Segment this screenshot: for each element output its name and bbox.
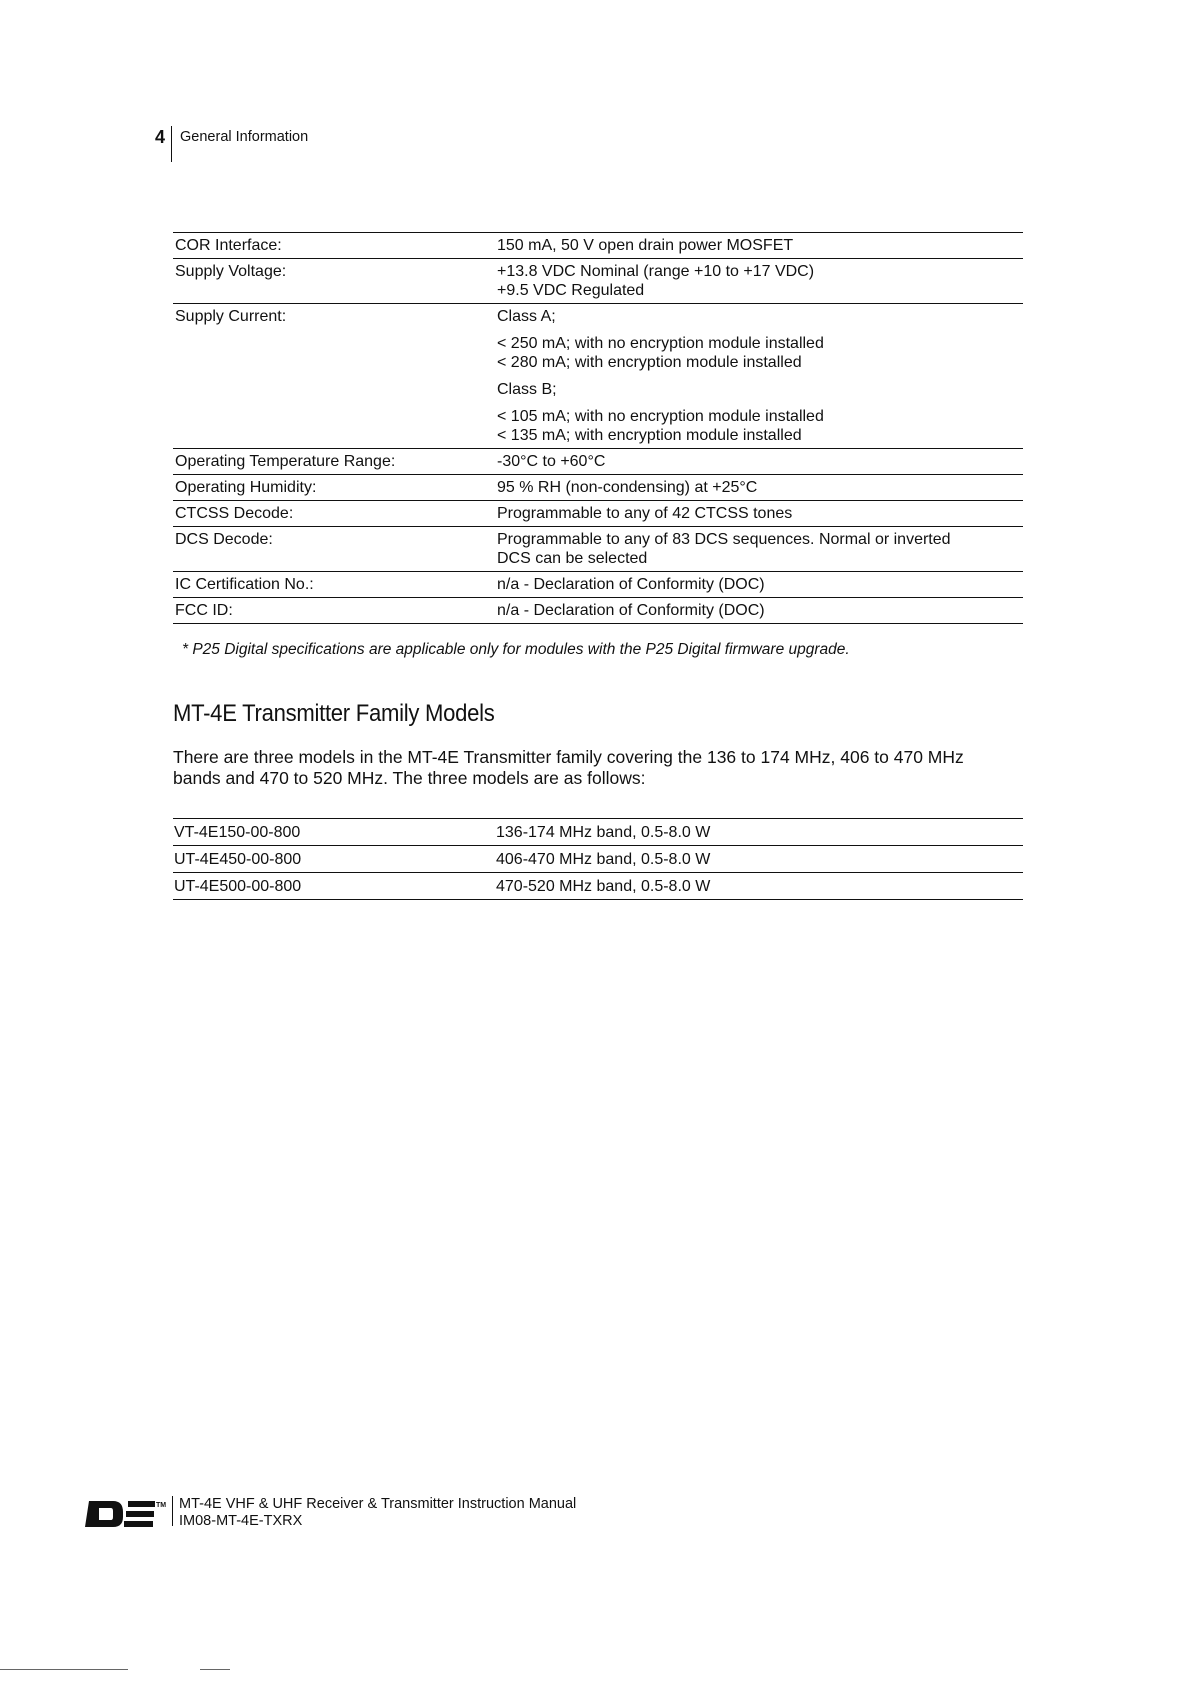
spec-value: [495, 572, 1023, 598]
model-row: [173, 846, 1023, 873]
spec-label: Supply Voltage:: [173, 259, 495, 304]
scan-mark: [200, 1669, 230, 1670]
spec-label: IC Certification No.:: [173, 572, 495, 598]
model-number: UT-4E450-00-800: [173, 846, 495, 873]
manual-code: IM08-MT-4E-TXRX: [179, 1513, 303, 1529]
spec-value: [495, 304, 1023, 449]
manual-title: MT-4E VHF & UHF Receiver & Transmitter Instruction Manual: [179, 1496, 577, 1512]
spec-value: [495, 598, 1023, 624]
spec-value-line: [497, 326, 1023, 334]
model-description: 406-470 MHz band, 0.5-8.0 W: [495, 846, 1023, 873]
spec-row: [173, 598, 1023, 624]
models-table: [173, 818, 1023, 900]
spec-value: [495, 475, 1023, 501]
footnote: * P25 Digital specifications are applicable only for modules with the P25 Digital firmware upgrade.: [182, 641, 850, 658]
spec-row: [173, 304, 1023, 449]
page-header: [155, 126, 308, 162]
page-number: 4: [155, 127, 166, 147]
specifications-table: [173, 232, 1023, 624]
spec-row: [173, 572, 1023, 598]
spec-row: [173, 501, 1023, 527]
model-row: [173, 873, 1023, 900]
spec-value-line: [497, 399, 1023, 407]
spec-value-line: DCS can be selected: [497, 550, 648, 567]
intro-paragraph: There are three models in the MT-4E Transmitter family covering the 136 to 174 MHz, 406 to 470 MHz bands and 470 to 520 MHz. The three models are as follows:: [173, 747, 964, 788]
footer-text: [179, 1496, 576, 1530]
spec-label: CTCSS Decode:: [173, 501, 495, 527]
spec-value-line: 150 mA, 50 V open drain power MOSFET: [497, 237, 794, 254]
spec-row: [173, 259, 1023, 304]
model-description: 470-520 MHz band, 0.5-8.0 W: [495, 873, 1023, 900]
spec-value: [495, 259, 1023, 304]
spec-label: Supply Current:: [173, 304, 495, 449]
spec-label: DCS Decode:: [173, 527, 495, 572]
section-title: MT-4E Transmitter Family Models: [173, 700, 495, 727]
spec-value-line: < 250 mA; with no encryption module installed: [497, 335, 824, 352]
spec-value: [495, 233, 1023, 259]
spec-value-line: < 135 mA; with encryption module installed: [497, 427, 802, 444]
spec-label: FCC ID:: [173, 598, 495, 624]
model-row: [173, 819, 1023, 846]
spec-row: [173, 475, 1023, 501]
spec-value-line: +13.8 VDC Nominal (range +10 to +17 VDC): [497, 263, 815, 280]
spec-label: Operating Humidity:: [173, 475, 495, 501]
spec-value: [495, 449, 1023, 475]
spec-label: Operating Temperature Range:: [173, 449, 495, 475]
page-footer: [85, 1496, 576, 1530]
spec-value-line: [497, 372, 1023, 380]
section-name: General Information: [180, 129, 309, 145]
spec-value-line: Programmable to any of 42 CTCSS tones: [497, 505, 793, 522]
spec-value-line: Programmable to any of 83 DCS sequences. Normal or inverted: [497, 531, 951, 548]
spec-value-line: < 280 mA; with encryption module installed: [497, 354, 802, 371]
spec-value: [495, 527, 1023, 572]
spec-value-line: -30°C to +60°C: [497, 453, 606, 470]
spec-value-line: Class A;: [497, 308, 556, 325]
de-logo: [85, 1498, 170, 1530]
spec-row: [173, 233, 1023, 259]
trademark-mark: TM: [156, 1502, 167, 1509]
footer-divider: [172, 1496, 173, 1526]
model-description: 136-174 MHz band, 0.5-8.0 W: [495, 819, 1023, 846]
spec-value-line: n/a - Declaration of Conformity (DOC): [497, 602, 765, 619]
spec-value-line: +9.5 VDC Regulated: [497, 282, 645, 299]
spec-label: COR Interface:: [173, 233, 495, 259]
spec-value-line: 95 % RH (non-condensing) at +25°C: [497, 479, 758, 496]
spec-row: [173, 527, 1023, 572]
model-number: UT-4E500-00-800: [173, 873, 495, 900]
spec-row: [173, 449, 1023, 475]
spec-value-line: Class B;: [497, 381, 557, 398]
spec-value: [495, 501, 1023, 527]
header-divider: [171, 126, 172, 162]
model-number: VT-4E150-00-800: [173, 819, 495, 846]
spec-value-line: < 105 mA; with no encryption module installed: [497, 408, 824, 425]
spec-value-line: n/a - Declaration of Conformity (DOC): [497, 576, 765, 593]
scan-mark: [0, 1669, 128, 1670]
